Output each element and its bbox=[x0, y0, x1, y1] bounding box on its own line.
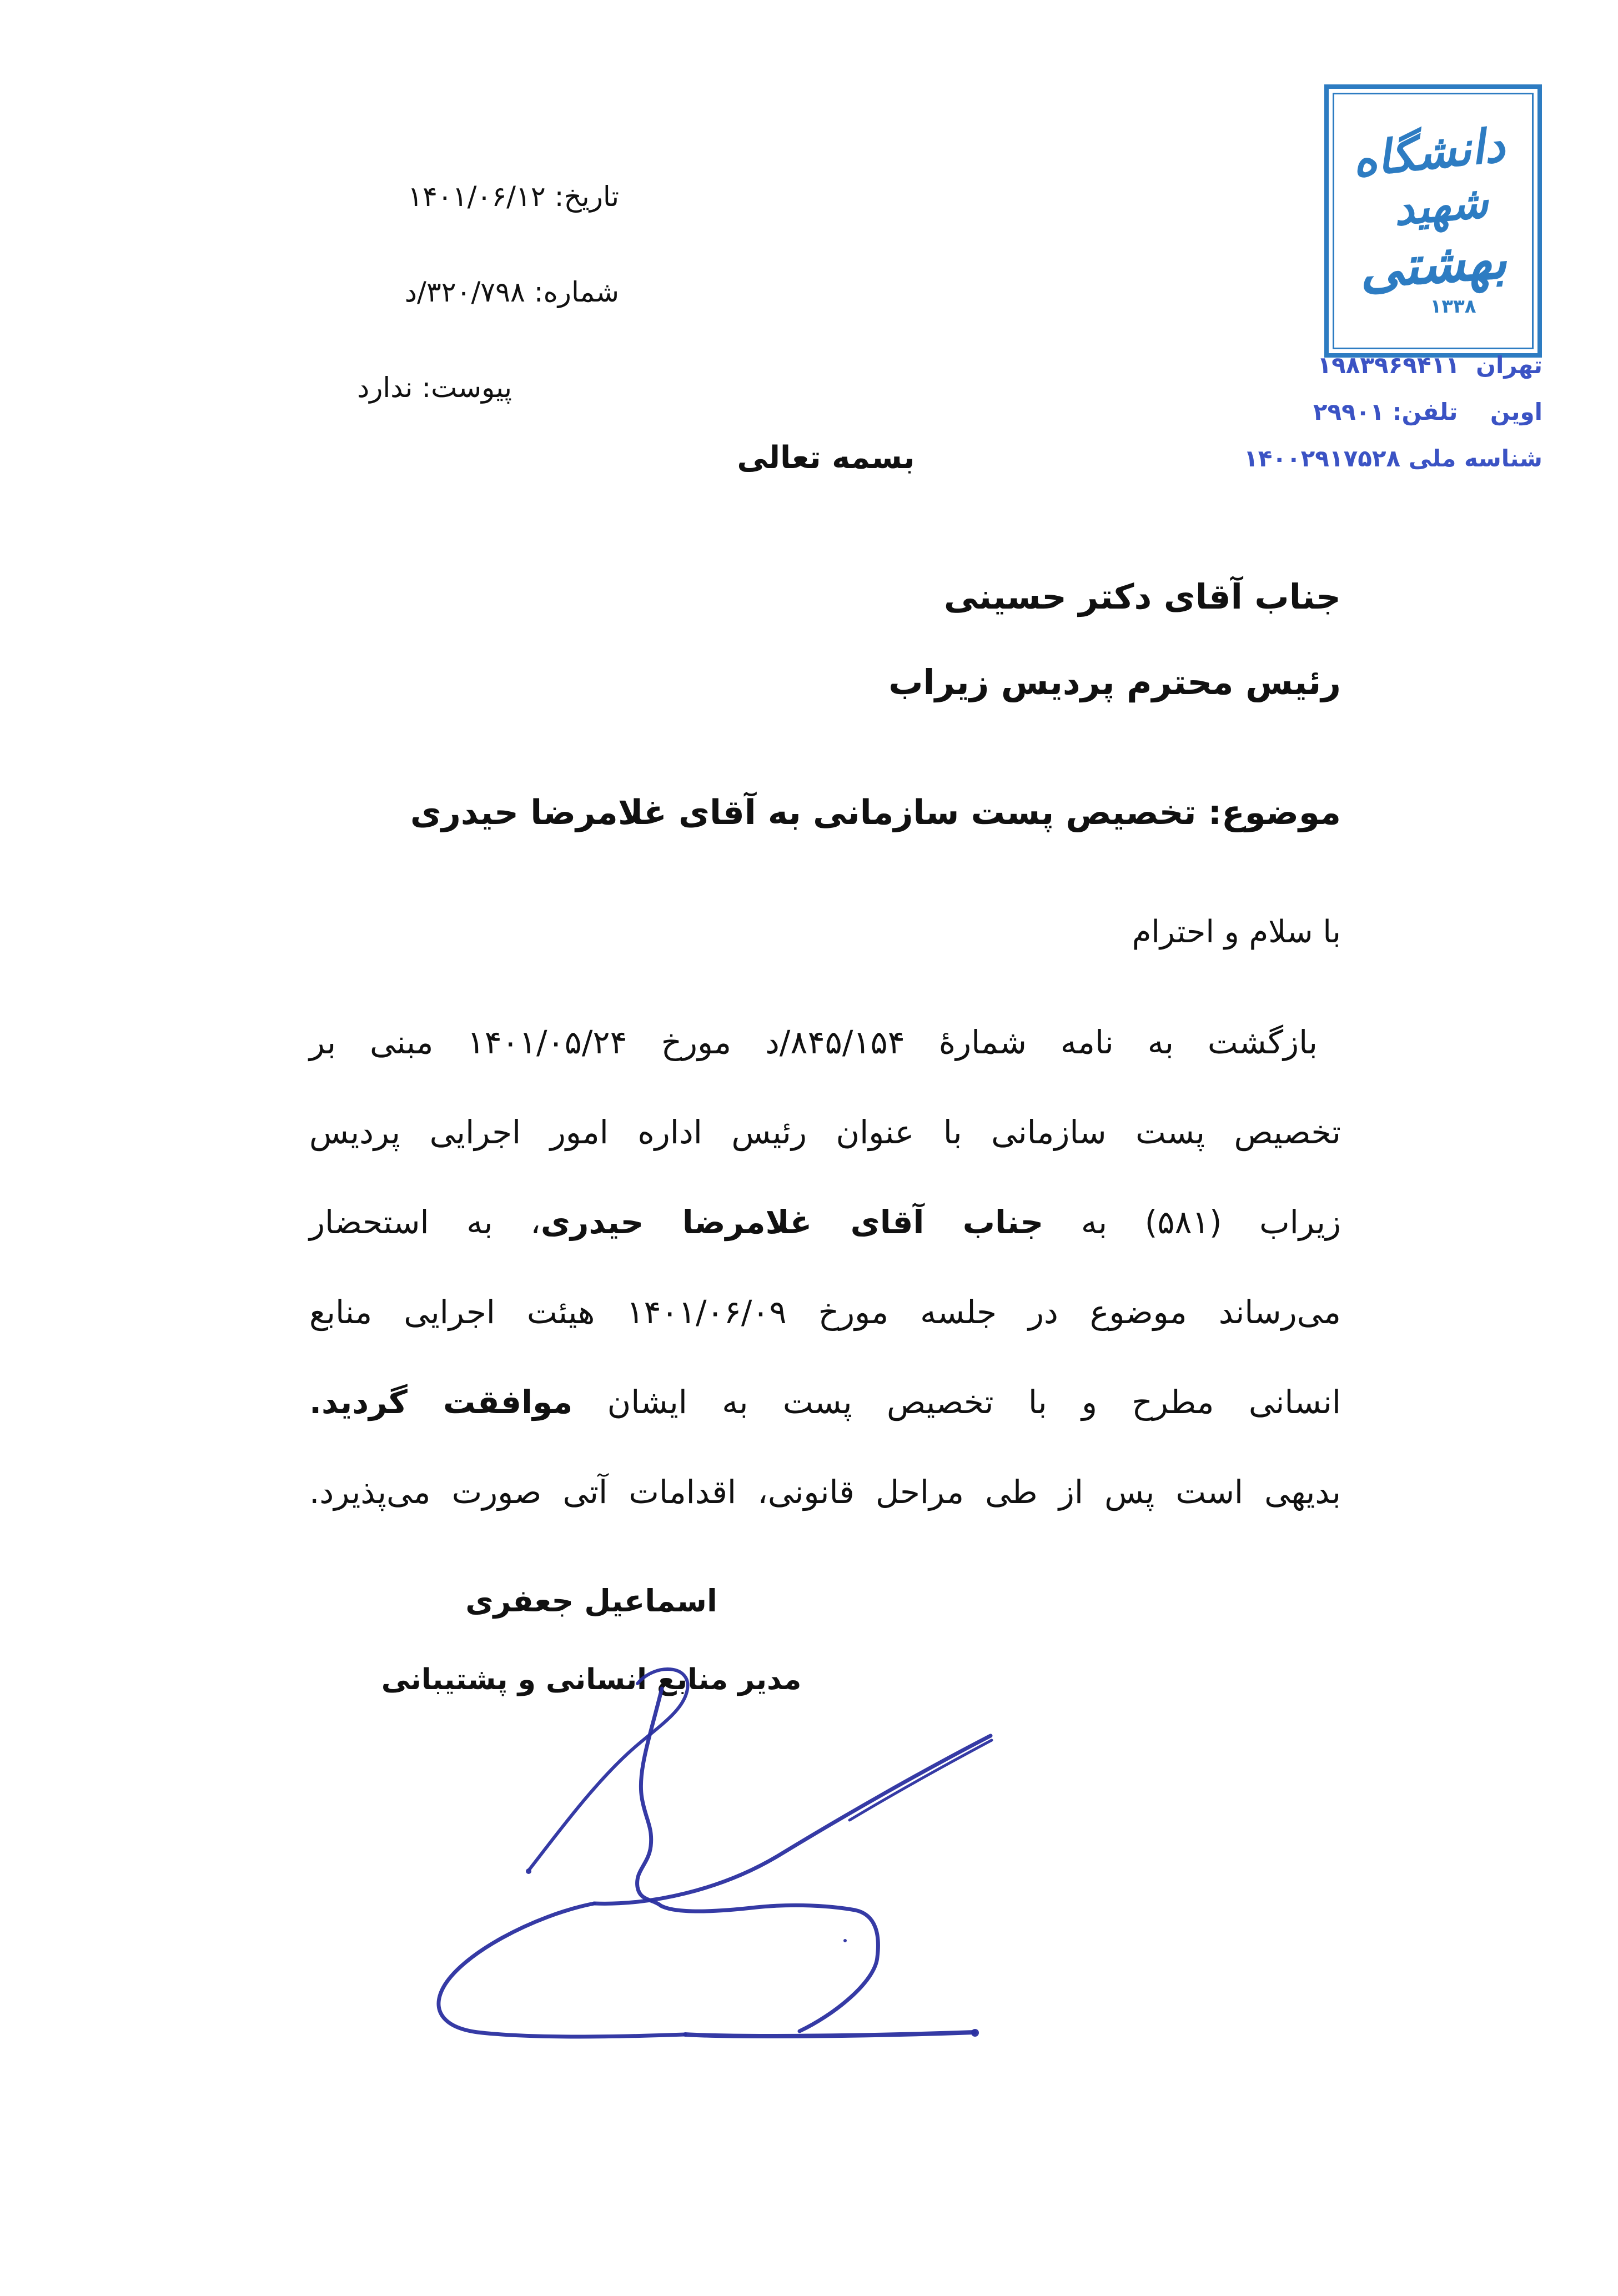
body-line bbox=[309, 1357, 1341, 1447]
body-text: بازگشت به نامه شمارۀ ۸۴۵/۱۵۴/د مورخ ۱۴۰۱/۰۵/۲۴ مبنی بر bbox=[309, 1023, 1318, 1061]
body-line bbox=[309, 1087, 1341, 1177]
signature-stroke-diagonal bbox=[594, 1736, 991, 1903]
recipient-name: جناب آقای دکتر حسینی bbox=[943, 576, 1341, 617]
signature-stroke-flourish bbox=[530, 1669, 688, 1869]
body-text: بدیهی است پس از طی مراحل قانونی، اقدامات آتی صورت می‌پذیرد. bbox=[309, 1473, 1341, 1511]
logo-word-shahid: شهید bbox=[1391, 175, 1490, 236]
signature-stroke-baseline bbox=[685, 2032, 974, 2036]
body-line bbox=[309, 1267, 1341, 1357]
signer-title: مدیر منابع انسانی و پشتیبانی bbox=[381, 1663, 802, 1696]
body-line bbox=[309, 1447, 1341, 1537]
body-text-bold: موافقت گردید. bbox=[309, 1383, 573, 1421]
signature-stroke-wavy bbox=[637, 1689, 878, 2031]
handwritten-signature bbox=[411, 1655, 1033, 2077]
meta-attachment bbox=[104, 340, 512, 435]
signer-name: اسماعیل جعفری bbox=[465, 1583, 717, 1619]
body-text: ، به استحضار bbox=[309, 1203, 541, 1241]
besmele-line: بسمه تعالی bbox=[737, 440, 915, 476]
signature-stroke-diagonal-double bbox=[850, 1740, 992, 1820]
contact-line: اوین تلفن: ۲۹۹۰۱ bbox=[1313, 398, 1542, 425]
meta-date bbox=[211, 149, 619, 244]
meta-attachment-value: ندارد bbox=[356, 371, 413, 404]
logo-year: ۱۳۳۸ bbox=[1430, 295, 1476, 318]
signature-ink-dot bbox=[526, 1868, 531, 1874]
signature-stroke-bowl bbox=[439, 1903, 685, 2037]
body-paragraph bbox=[309, 997, 1341, 1537]
signature-ink-dot-end bbox=[971, 2029, 979, 2037]
signer-block bbox=[311, 1581, 872, 1699]
recipient-title: رئیس محترم پردیس زیراب bbox=[888, 662, 1341, 702]
greeting-line: با سلام و احترام bbox=[1132, 914, 1341, 950]
signature-ink-speck bbox=[843, 1939, 847, 1942]
subject-line: موضوع: تخصیص پست سازمانی به آقای غلامرضا حیدری bbox=[410, 793, 1341, 832]
university-logo-calligraphy bbox=[1333, 93, 1534, 349]
meta-date-label: تاریخ: bbox=[554, 180, 619, 213]
meta-number-value: ۳۲۰/۷۹۸/د bbox=[404, 276, 525, 308]
meta-number bbox=[211, 244, 619, 340]
contact-line: تهران ۱۹۸۳۹۶۹۴۱۱ bbox=[1317, 351, 1542, 379]
body-text-bold: جناب آقای غلامرضا حیدری bbox=[540, 1203, 1044, 1241]
meta-block bbox=[211, 149, 619, 435]
contact-line: شناسه ملی ۱۴۰۰۲۹۱۷۵۲۸ bbox=[1244, 445, 1542, 472]
body-text: انسانی مطرح و با تخصیص پست به ایشان bbox=[572, 1383, 1341, 1421]
body-line bbox=[309, 1177, 1341, 1267]
logo-word-beheshti: بهشتی bbox=[1357, 228, 1509, 301]
logo-word-daneshgah: دانشگاه bbox=[1350, 117, 1508, 188]
meta-date-value: ۱۴۰۱/۰۶/۱۲ bbox=[408, 180, 546, 213]
body-text: زیراب (۵۸۱) به bbox=[1043, 1203, 1341, 1241]
body-text: تخصیص پست سازمانی با عنوان رئیس اداره امور اجرایی پردیس bbox=[309, 1113, 1341, 1151]
meta-number-label: شماره: bbox=[534, 276, 619, 308]
university-logo bbox=[1324, 84, 1542, 358]
body-line bbox=[309, 997, 1341, 1087]
meta-attachment-label: پیوست: bbox=[421, 371, 512, 404]
body-text: می‌رساند موضوع در جلسه مورخ ۱۴۰۱/۰۶/۰۹ هیئت اجرایی منابع bbox=[309, 1293, 1341, 1331]
